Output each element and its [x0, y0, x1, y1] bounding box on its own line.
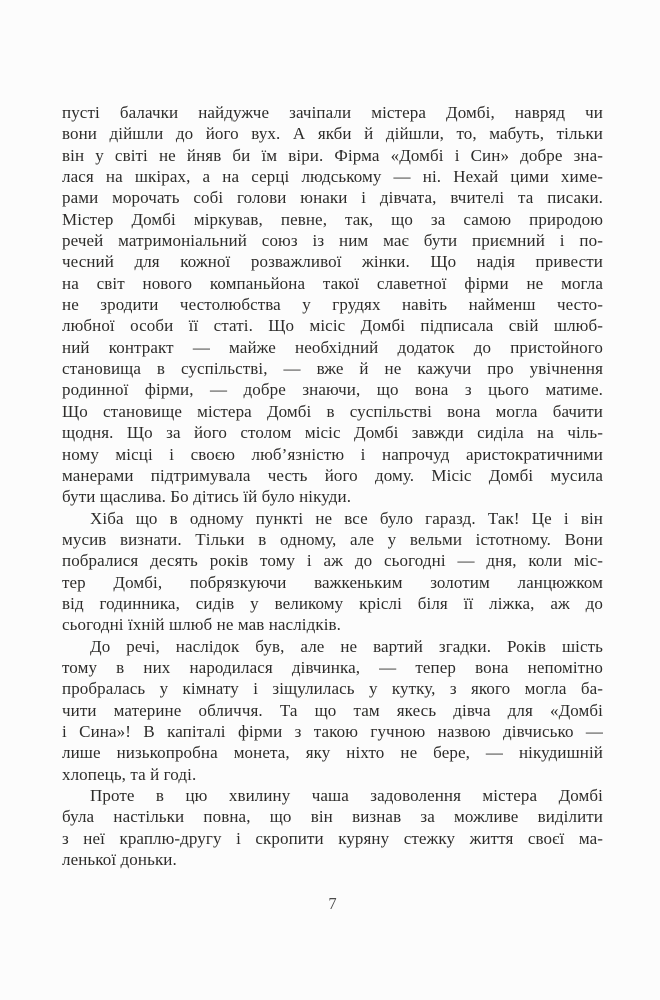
text-line: лише низькопробна монета, яку ніхто не бере, — нікудишній	[62, 743, 603, 763]
text-line: любної особи її статі. Що місіс Домбі підписала свій шлюб-	[62, 316, 603, 336]
text-line: чесний для кожної розважливої жінки. Що надія привести	[62, 252, 603, 272]
text-line: від годинника, сидів у великому кріслі біля її ліжка, аж до	[62, 593, 603, 613]
body-text	[62, 102, 603, 870]
text-line: речей матримоніальний союз із ним має бути приємний і по-	[62, 231, 603, 251]
text-line: тер Домбі, побрязкуючи важкеньким золотим ланцюжком	[62, 572, 603, 592]
text-line: ний контракт — майже необхідний додаток до пристойного	[62, 337, 603, 357]
text-line: Що становище містера Домбі в суспільстві вона могла бачити	[62, 401, 603, 421]
text-line: ному місці і своєю люб’язністю і напрочуд аристократичними	[62, 444, 603, 464]
text-line: він у світі не йняв би їм віри. Фірма «Домбі і Син» добре зна-	[62, 145, 603, 165]
text-line: вони дійшли до його вух. А якби й дійшли, то, мабуть, тільки	[62, 124, 603, 144]
text-line: була настільки повна, що він визнав за можливе виділити	[62, 807, 603, 827]
text-line: не зродити честолюбства у грудях навіть найменш често-	[62, 295, 603, 315]
text-line: з неї краплю-другу і скропити куряну стежку життя своєї ма-	[62, 828, 603, 848]
text-line: Проте в цю хвилину чаша задоволення містера Домбі	[90, 786, 603, 805]
text-line: родинної фірми, — добре знаючи, що вона з цього матиме.	[62, 380, 603, 400]
text-line: побралися десять років тому і аж до сьогодні — дня, коли міс-	[62, 551, 603, 571]
text-line: і Сина»! В капіталі фірми з такою гучною назвою дівчисько —	[62, 721, 603, 741]
text-line: манерами підтримувала честь його дому. Місіс Домбі мусила	[62, 465, 603, 485]
text-line: рами морочать собі голови юнаки і дівчата, вчителі та писаки.	[62, 188, 603, 208]
text-line: Хіба що в одному пункті не все було гаразд. Так! Це і він	[90, 508, 603, 528]
page-number: 7	[328, 894, 337, 913]
text-line: чити материне обличчя. Та що там якесь дівча для «Домбі	[62, 700, 603, 720]
text-line: становища в суспільстві, — вже й не кажучи про увічнення	[62, 359, 603, 379]
text-line: хлопець, та й годі.	[62, 764, 197, 784]
text-line: на світ нового компаньйона такої славетної фірми не могла	[62, 273, 603, 293]
text-line: сьогодні їхній шлюб не мав наслідків.	[62, 615, 342, 635]
text-line: ленької доньки.	[62, 850, 177, 870]
text-line: До речі, наслідок був, але не вартий згадки. Років шість	[90, 636, 603, 656]
text-line: мусив визнати. Тільки в одному, але у вельми істотному. Вони	[62, 529, 603, 549]
text-line: тому в них народилася дівчинка, — тепер вона непомітно	[62, 657, 603, 677]
text-line: пусті балачки найдужче зачіпали містера Домбі, навряд чи	[62, 103, 603, 122]
text-line: щодня. Що за його столом місіс Домбі завжди сиділа на чіль-	[62, 423, 603, 443]
text-line: пробралась у кімнату і зіщулилась у кутку, з якого могла ба-	[62, 679, 603, 699]
text-line: Містер Домбі міркував, певне, так, що за самою природою	[62, 209, 603, 229]
text-line: бути щаслива. Бо дітись їй було нікуди.	[62, 487, 352, 507]
text-line: лася на шкірах, а на серці людському — ні. Нехай цими химе-	[62, 167, 603, 187]
